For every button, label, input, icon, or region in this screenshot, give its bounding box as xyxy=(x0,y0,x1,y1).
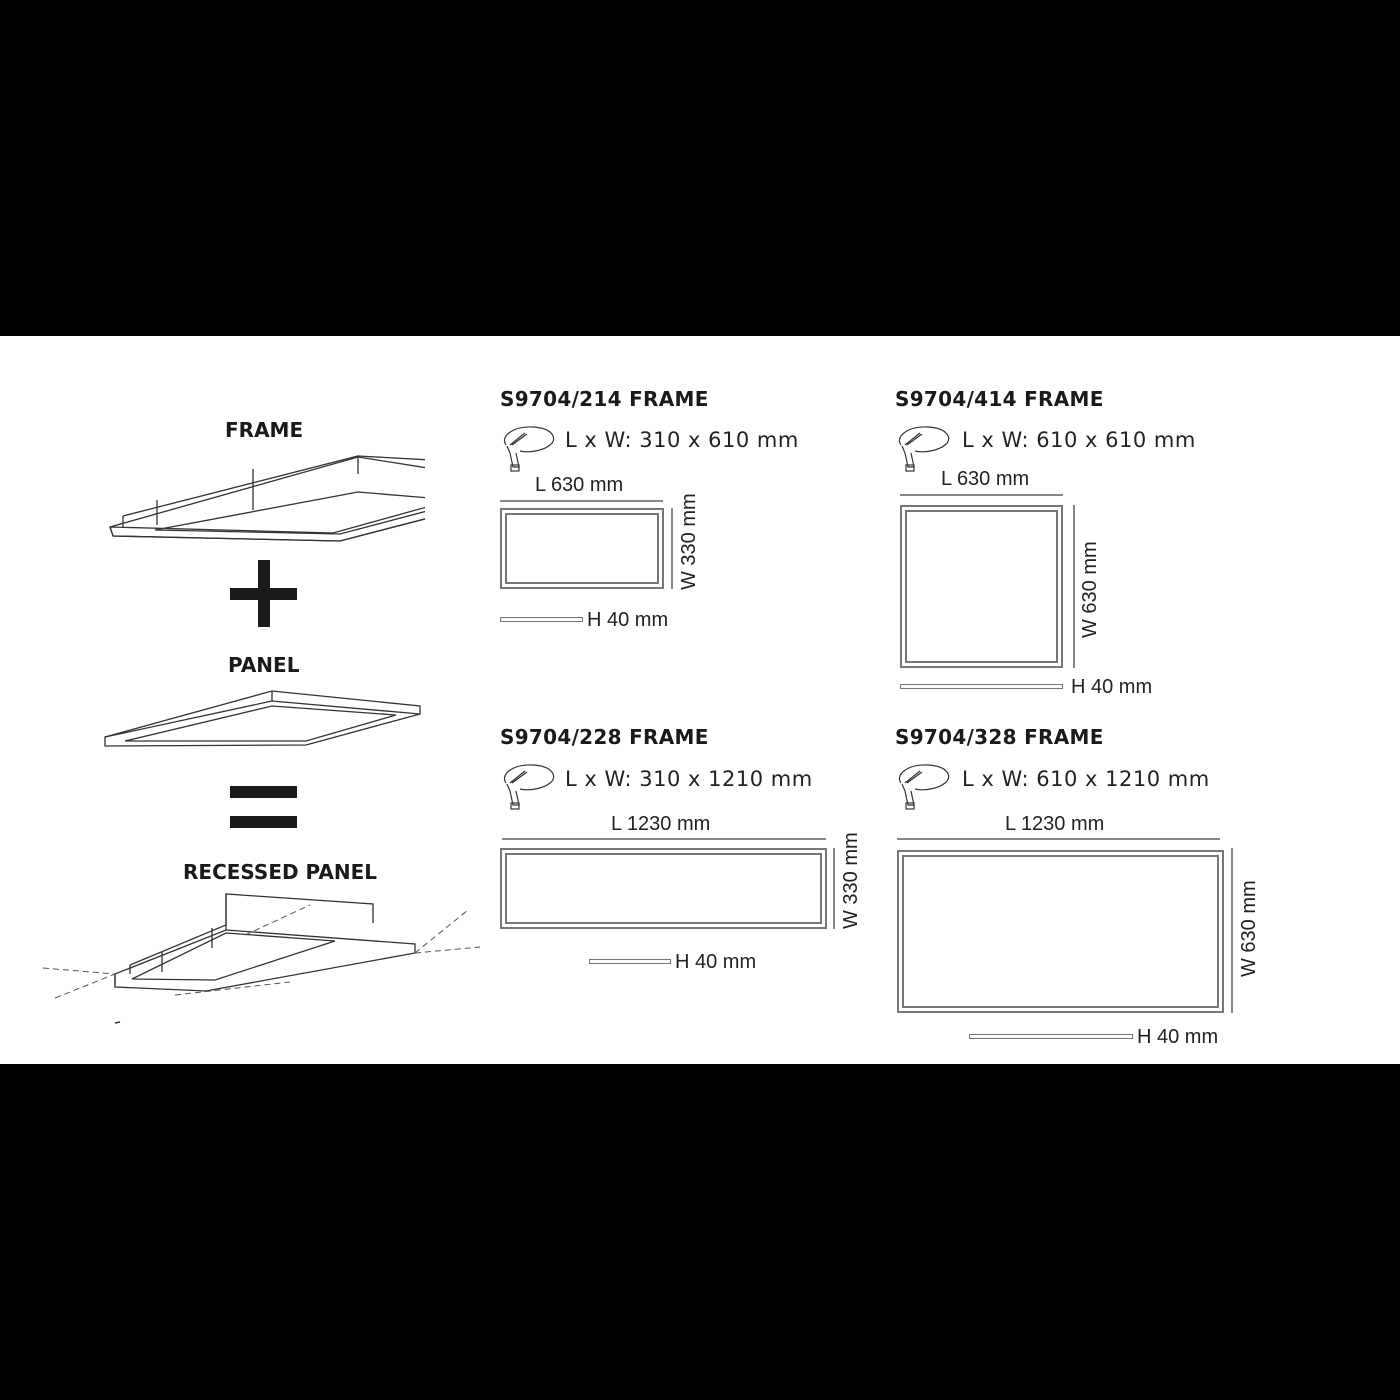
frame-label: FRAME xyxy=(225,418,304,442)
panel-plan-214 xyxy=(500,508,664,589)
length-label-414: L 630 mm xyxy=(941,468,1030,490)
length-dimension-line xyxy=(502,838,826,840)
height-label-214: H 40 mm xyxy=(587,609,669,631)
height-bar-328 xyxy=(969,1034,1133,1039)
recessed-lamp-icon xyxy=(893,423,955,473)
plus-vertical xyxy=(258,560,270,627)
product-size-228: L x W: 310 x 1210 mm xyxy=(565,767,813,791)
panel-plan-414 xyxy=(900,505,1063,668)
panel-illustration xyxy=(100,690,430,770)
panel-plan-228 xyxy=(500,848,827,929)
width-label-214: W 330 mm xyxy=(678,493,700,590)
product-title-328: S9704/328 FRAME xyxy=(895,725,1104,749)
height-label-414: H 40 mm xyxy=(1071,676,1153,698)
recessed-lamp-icon xyxy=(498,761,560,811)
recessed-lamp-icon xyxy=(498,423,560,473)
height-label-328: H 40 mm xyxy=(1137,1026,1219,1048)
product-title-414: S9704/414 FRAME xyxy=(895,387,1104,411)
length-label-328: L 1230 mm xyxy=(1005,813,1105,835)
height-bar-228 xyxy=(589,959,671,964)
recessed-panel-illustration xyxy=(40,890,480,1030)
height-label-228: H 40 mm xyxy=(675,951,757,973)
equals-bottom-bar xyxy=(230,816,297,828)
equals-top-bar xyxy=(230,786,297,798)
length-label-228: L 1230 mm xyxy=(611,813,711,835)
width-dimension-line xyxy=(833,848,835,929)
height-bar-414 xyxy=(900,684,1063,689)
product-title-228: S9704/228 FRAME xyxy=(500,725,709,749)
product-size-214: L x W: 310 x 610 mm xyxy=(565,428,799,452)
panel-plan-328 xyxy=(897,850,1224,1013)
recessed-panel-label: RECESSED PANEL xyxy=(183,860,377,884)
panel-label: PANEL xyxy=(228,653,300,677)
width-dimension-line xyxy=(671,508,673,589)
frame-illustration xyxy=(105,450,425,550)
width-label-328: W 630 mm xyxy=(1238,880,1260,977)
length-dimension-line xyxy=(900,494,1063,496)
recessed-lamp-icon xyxy=(893,761,955,811)
width-dimension-line xyxy=(1231,848,1233,1013)
length-dimension-line xyxy=(500,500,663,502)
width-label-228: W 330 mm xyxy=(840,832,862,929)
height-bar-214 xyxy=(500,617,583,622)
product-size-414: L x W: 610 x 610 mm xyxy=(962,428,1196,452)
width-dimension-line xyxy=(1073,505,1075,668)
length-dimension-line xyxy=(897,838,1220,840)
product-size-328: L x W: 610 x 1210 mm xyxy=(962,767,1210,791)
width-label-414: W 630 mm xyxy=(1079,541,1101,638)
length-label-214: L 630 mm xyxy=(535,474,624,496)
product-title-214: S9704/214 FRAME xyxy=(500,387,709,411)
